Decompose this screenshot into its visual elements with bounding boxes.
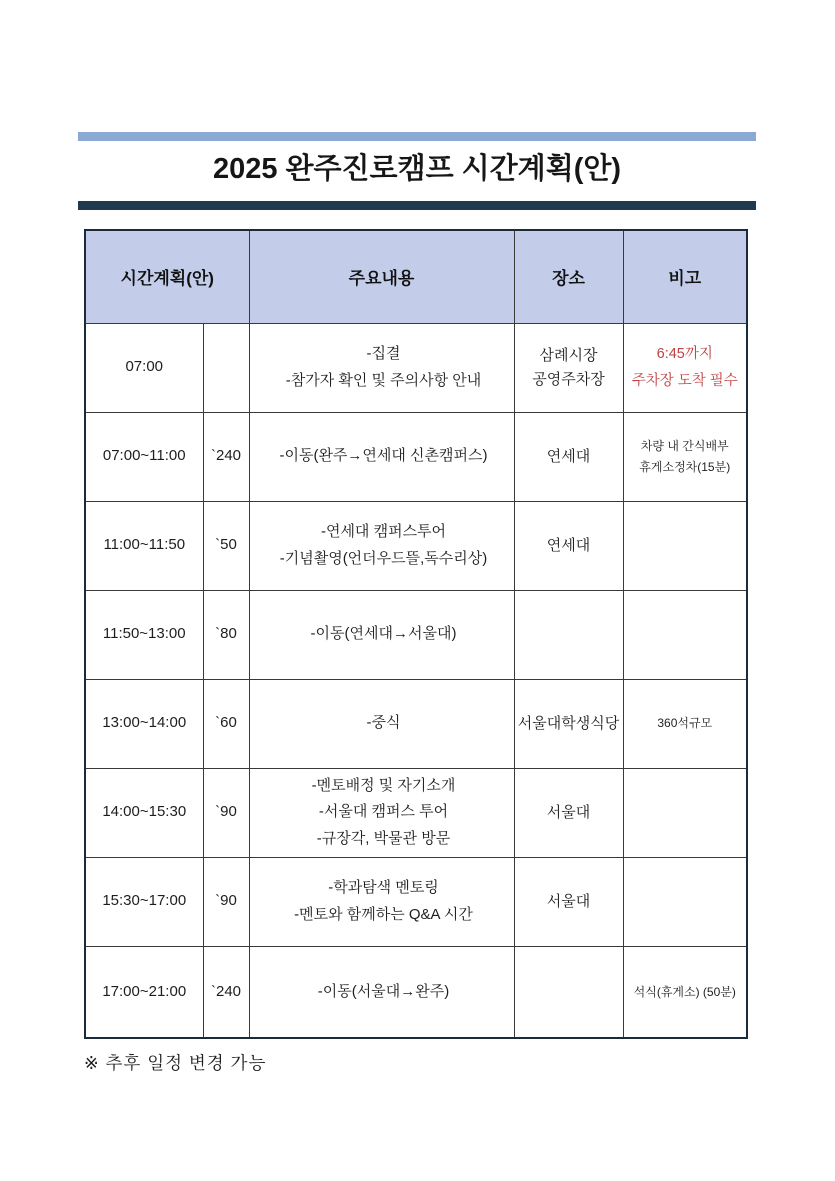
duration-cell bbox=[203, 679, 249, 768]
content-cell bbox=[249, 679, 514, 768]
location-cell-line: 연세대 bbox=[546, 447, 591, 465]
note-cell bbox=[623, 323, 747, 412]
footnote: ※ 추후 일정 변경 가능 bbox=[84, 1053, 267, 1073]
content-cell-line: -학과탐색 멘토링 bbox=[328, 879, 439, 897]
location-cell bbox=[514, 590, 623, 679]
location-cell bbox=[514, 857, 623, 946]
duration-cell-line: `50 bbox=[215, 536, 237, 554]
duration-cell-line: `90 bbox=[215, 892, 237, 910]
location-cell-line: 서울대 bbox=[546, 803, 591, 821]
duration-cell-line: `240 bbox=[210, 447, 242, 465]
header-cell-note: 비고 bbox=[623, 230, 747, 323]
content-cell bbox=[249, 857, 514, 946]
schedule-table bbox=[84, 229, 748, 1039]
duration-cell bbox=[203, 323, 249, 412]
table-row bbox=[85, 857, 747, 946]
header-row bbox=[85, 230, 747, 323]
duration-cell bbox=[203, 412, 249, 501]
location-cell bbox=[514, 768, 623, 857]
table-row bbox=[85, 323, 747, 412]
location-cell-line: 공영주차장 bbox=[532, 370, 605, 388]
duration-cell bbox=[203, 590, 249, 679]
duration-cell-line: `90 bbox=[215, 803, 237, 821]
time-cell-line: 11:00~11:50 bbox=[103, 536, 186, 554]
schedule-table-header bbox=[85, 230, 747, 323]
content-cell-line: -연세대 캠퍼스투어 bbox=[320, 523, 447, 541]
content-cell-line: -중식 bbox=[366, 714, 401, 732]
note-cell-line: 6:45까지 bbox=[656, 346, 713, 363]
header-cell-content: 주요내용 bbox=[249, 230, 514, 323]
time-cell bbox=[85, 946, 203, 1038]
duration-cell bbox=[203, 946, 249, 1038]
content-cell-line: -이동(연세대→서울대) bbox=[310, 625, 457, 643]
content-cell-line: -멘토배정 및 자기소개 bbox=[311, 777, 456, 795]
time-cell-line: 11:50~13:00 bbox=[102, 625, 186, 643]
time-cell bbox=[85, 501, 203, 590]
table-row bbox=[85, 768, 747, 857]
note-cell-line: 주차장 도착 필수 bbox=[631, 372, 738, 389]
time-cell-line: 14:00~15:30 bbox=[102, 803, 187, 821]
table-row bbox=[85, 501, 747, 590]
content-cell-line: -멘토와 함께하는 Q&A 시간 bbox=[294, 905, 473, 923]
location-cell bbox=[514, 412, 623, 501]
content-cell bbox=[249, 590, 514, 679]
title-top-divider bbox=[78, 132, 756, 141]
content-cell-line: -집결 bbox=[366, 345, 401, 363]
note-cell bbox=[623, 412, 747, 501]
time-cell bbox=[85, 412, 203, 501]
time-cell-line: 17:00~21:00 bbox=[102, 982, 187, 1000]
note-cell-line: 360석규모 bbox=[657, 716, 713, 731]
note-cell bbox=[623, 768, 747, 857]
time-cell bbox=[85, 857, 203, 946]
table-row bbox=[85, 679, 747, 768]
content-cell-line: -이동(완주→연세대 신촌캠퍼스) bbox=[279, 447, 488, 465]
title-bottom-divider bbox=[78, 201, 756, 210]
time-cell bbox=[85, 679, 203, 768]
duration-cell-line: `240 bbox=[210, 982, 242, 1000]
location-cell-line: 연세대 bbox=[546, 536, 591, 554]
schedule-table-body bbox=[85, 323, 747, 1038]
location-cell-line: 서울대 bbox=[546, 892, 591, 910]
content-cell bbox=[249, 768, 514, 857]
note-cell-line: 휴게소정차(15분) bbox=[639, 459, 731, 474]
header-cell-time-plan: 시간계획(안) bbox=[85, 230, 249, 323]
location-cell bbox=[514, 501, 623, 590]
note-cell bbox=[623, 679, 747, 768]
location-cell-line: 서울대학생식당 bbox=[517, 714, 620, 732]
content-cell-line: -서울대 캠퍼스 투어 bbox=[318, 803, 449, 821]
page-title: 2025 완주진로캠프 시간계획(안) bbox=[212, 153, 622, 185]
duration-cell bbox=[203, 501, 249, 590]
content-cell bbox=[249, 501, 514, 590]
table-row bbox=[85, 946, 747, 1038]
table-row bbox=[85, 412, 747, 501]
content-cell bbox=[249, 323, 514, 412]
note-cell bbox=[623, 946, 747, 1038]
duration-cell-line: `80 bbox=[215, 625, 237, 643]
time-cell-line: 13:00~14:00 bbox=[102, 714, 187, 732]
content-cell bbox=[249, 412, 514, 501]
duration-cell bbox=[203, 857, 249, 946]
time-cell-line: 15:30~17:00 bbox=[102, 892, 187, 910]
table-row bbox=[85, 590, 747, 679]
content-cell-line: -참가자 확인 및 주의사항 안내 bbox=[285, 371, 482, 389]
time-cell bbox=[85, 323, 203, 412]
time-cell-line: 07:00 bbox=[125, 358, 164, 376]
content-cell-line: -이동(서울대→완주) bbox=[317, 982, 450, 1000]
location-cell bbox=[514, 323, 623, 412]
note-cell bbox=[623, 590, 747, 679]
location-cell-line: 삼례시장 bbox=[539, 346, 598, 364]
note-cell bbox=[623, 501, 747, 590]
duration-cell-line: `60 bbox=[215, 714, 237, 732]
content-cell-line: -기념촬영(언더우드뜰,독수리상) bbox=[279, 549, 488, 567]
duration-cell bbox=[203, 768, 249, 857]
note-cell-line: 차량 내 간식배부 bbox=[640, 439, 729, 454]
content-cell-line: -규장각, 박물관 방문 bbox=[316, 829, 451, 847]
time-cell bbox=[85, 768, 203, 857]
note-cell-line: 석식(휴게소) (50분) bbox=[633, 984, 736, 999]
header-cell-location: 장소 bbox=[514, 230, 623, 323]
note-cell bbox=[623, 857, 747, 946]
location-cell bbox=[514, 679, 623, 768]
content-cell bbox=[249, 946, 514, 1038]
time-cell bbox=[85, 590, 203, 679]
location-cell bbox=[514, 946, 623, 1038]
time-cell-line: 07:00~11:00 bbox=[102, 447, 186, 465]
